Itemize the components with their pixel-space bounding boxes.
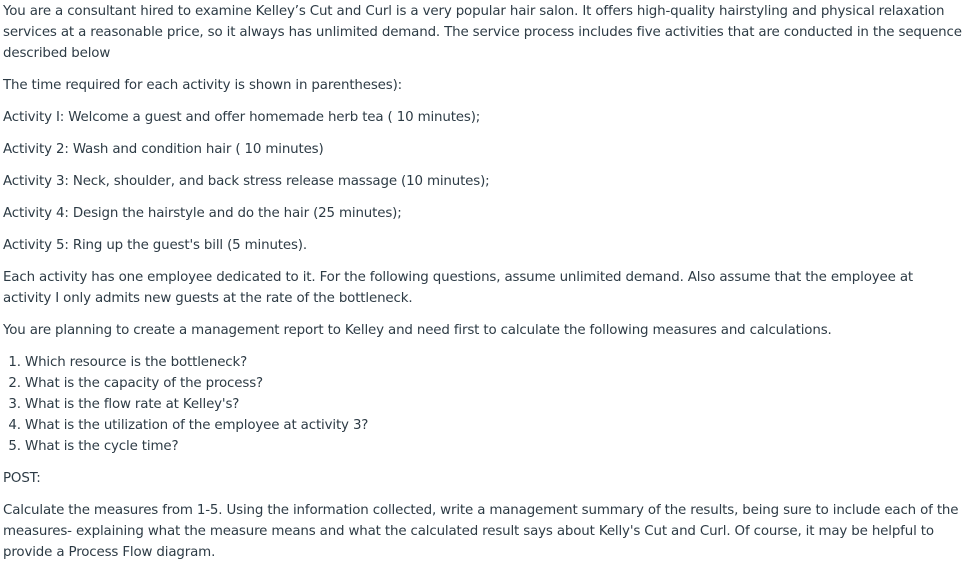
time-note: The time required for each activity is shown in parentheses):: [3, 78, 403, 93]
question-item: 5. What is the cycle time?: [25, 436, 963, 457]
question-item: 4. What is the utilization of the employee at activity 3?: [25, 415, 963, 436]
question-item: 3. What is the flow rate at Kelley's?: [25, 394, 963, 415]
planning-paragraph: You are planning to create a management report to Kelley and need first to calculate the following measures and calculations.: [3, 323, 832, 338]
post-body: Calculate the measures from 1-5. Using the information collected, write a management summary of the results, being sure to include each of the measures- explaining what the measure means and what the calculated result says about Kelly's Cut and Curl. Of course, it may be helpful to provide a Process Flow diagram.: [3, 503, 959, 560]
activity-1: Activity I: Welcome a guest and offer homemade herb tea ( 10 minutes);: [3, 110, 481, 125]
activity-4: Activity 4: Design the hairstyle and do the hair (25 minutes);: [3, 206, 402, 221]
question-item: 2. What is the capacity of the process?: [25, 373, 963, 394]
questions-list: [3, 352, 963, 457]
activity-3: Activity 3: Neck, shoulder, and back stress release massage (10 minutes);: [3, 174, 490, 189]
activity-5: Activity 5: Ring up the guest's bill (5 minutes).: [3, 238, 307, 253]
intro-paragraph: You are a consultant hired to examine Kelley’s Cut and Curl is a very popular hair salon. It offers high-quality hairstyling and physical relaxation services at a reasonable price, so it always has unlimited demand. The service process includes five activities that are conducted in the sequence described below: [3, 4, 962, 61]
activity-2: Activity 2: Wash and condition hair ( 10 minutes): [3, 142, 324, 157]
assumption-paragraph: Each activity has one employee dedicated to it. For the following questions, assume unlimited demand. Also assume that the employee at activity I only admits new guests at the rate of the bottleneck.: [3, 270, 913, 306]
question-item: 1. Which resource is the bottleneck?: [25, 352, 963, 373]
post-heading: POST:: [3, 471, 41, 486]
